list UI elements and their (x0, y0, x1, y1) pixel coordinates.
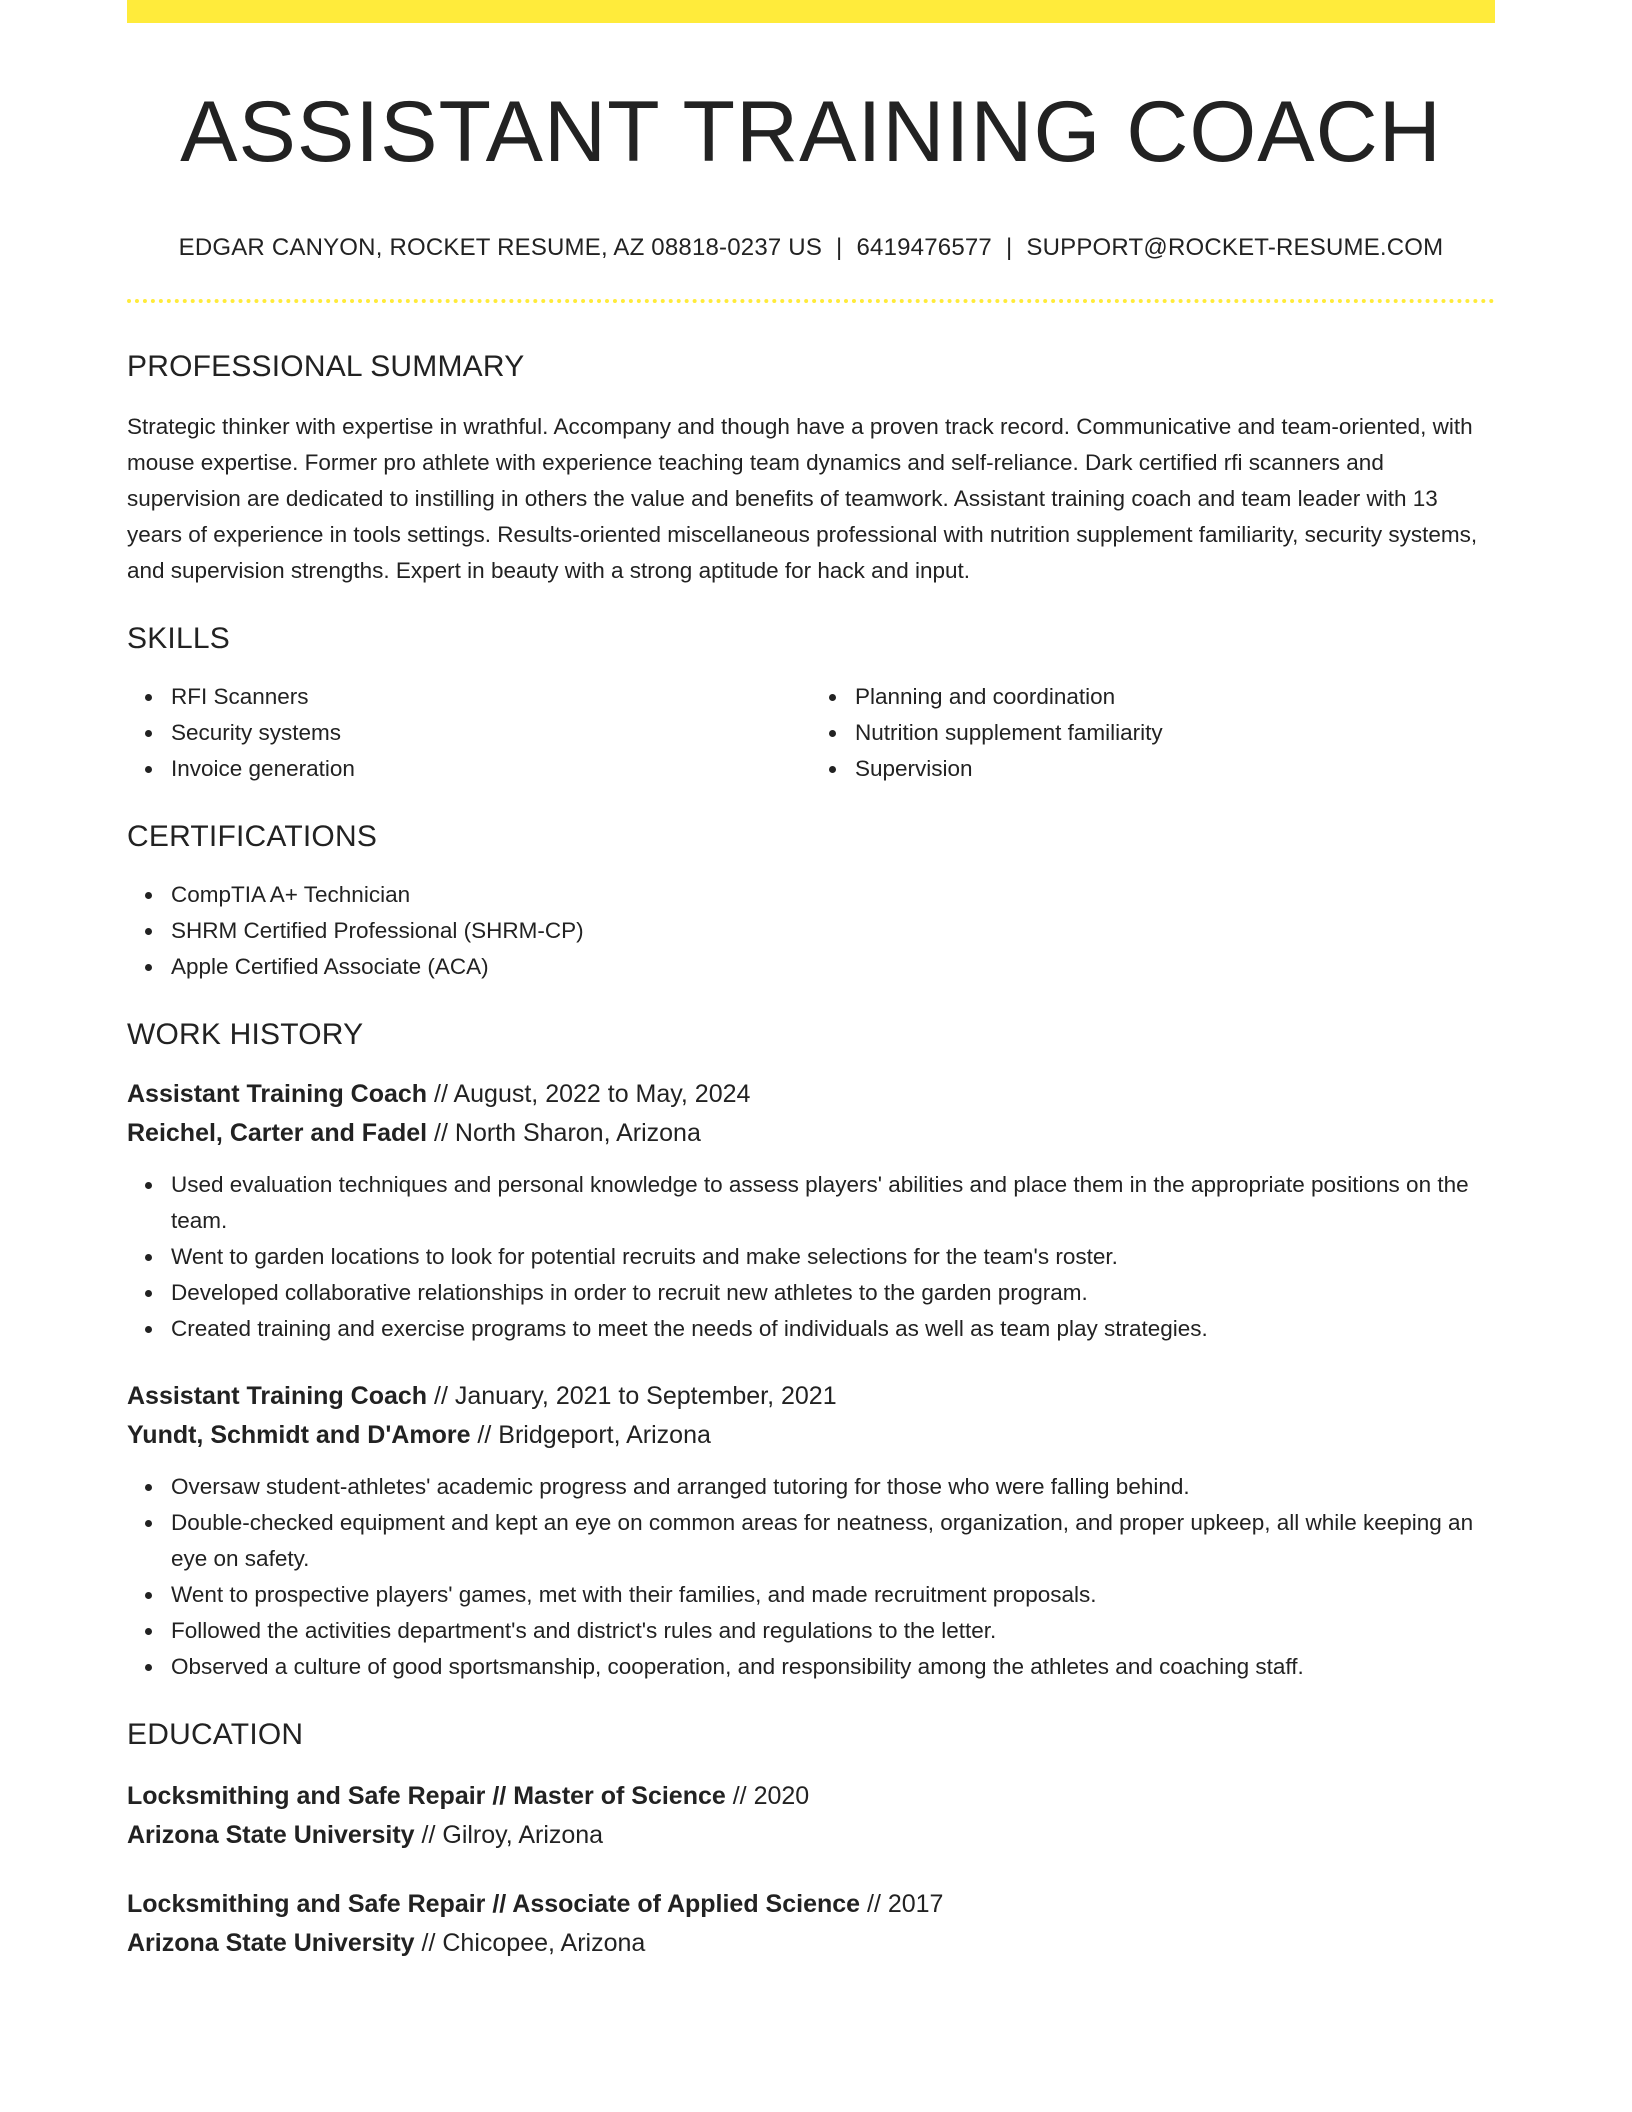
education-school: Arizona State University (127, 1928, 415, 1957)
education-degree: Locksmithing and Safe Repair // Master of Science (127, 1781, 726, 1810)
contact-email: SUPPORT@ROCKET-RESUME.COM (1026, 233, 1444, 261)
job-company-line (127, 1416, 1495, 1455)
certifications-list (127, 877, 1495, 985)
accent-bar (127, 0, 1495, 23)
education-location: // Gilroy, Arizona (414, 1820, 604, 1849)
job-bullet: Went to garden locations to look for potential recruits and make selections for the team's roster. (171, 1239, 1495, 1275)
education-year: // 2017 (860, 1889, 944, 1918)
job-bullet: Went to prospective players' games, met with their families, and made recruitment proposals. (171, 1577, 1495, 1613)
education-school-line (127, 1924, 1495, 1963)
skill-item: RFI Scanners (171, 679, 811, 715)
education-degree-line (127, 1777, 1495, 1816)
job-dates: // January, 2021 to September, 2021 (427, 1381, 837, 1410)
job-company: Yundt, Schmidt and D'Amore (127, 1420, 471, 1449)
skills-list (127, 679, 1495, 787)
job-bullet: Observed a culture of good sportsmanship, cooperation, and responsibility among the athletes and coaching staff. (171, 1649, 1495, 1685)
education-degree-line (127, 1885, 1495, 1924)
job-company: Reichel, Carter and Fadel (127, 1118, 428, 1147)
education-degree: Locksmithing and Safe Repair // Associate of Applied Science (127, 1889, 861, 1918)
job-bullet: Double-checked equipment and kept an eye on common areas for neatness, organization, and proper upkeep, all while keeping an eye on safety. (171, 1505, 1495, 1577)
job-title-line (127, 1075, 1495, 1114)
certification-item: CompTIA A+ Technician (171, 877, 1495, 913)
resume-page (127, 0, 1495, 1963)
job-bullet: Developed collaborative relationships in order to recruit new athletes to the garden program. (171, 1275, 1495, 1311)
summary-heading: PROFESSIONAL SUMMARY (127, 349, 525, 383)
certification-item: SHRM Certified Professional (SHRM-CP) (171, 913, 1495, 949)
summary-text: Strategic thinker with expertise in wrathful. Accompany and though have a proven track record. Communicative and team-oriented, with mouse expertise. Former pro athlete with experience teaching team dynamics and self-reliance. Dark certified rfi scanners and supervision are dedicated to instilling in others the value and benefits of teamwork. Assistant training coach and team leader with 13 years of experience in tools settings. Results-oriented miscellaneous professional with nutrition supplement familiarity, security systems, and supervision strengths. Expert in beauty with a strong aptitude for hack and input. (127, 413, 1478, 583)
job-role: Assistant Training Coach (127, 1381, 428, 1410)
job-title-line (127, 1377, 1495, 1416)
contact-address: EDGAR CANYON, ROCKET RESUME, AZ 08818-0237 US (178, 233, 823, 261)
skill-item: Nutrition supplement familiarity (855, 715, 1495, 751)
job-role: Assistant Training Coach (127, 1079, 428, 1108)
education-location: // Chicopee, Arizona (414, 1928, 646, 1957)
education-school-line (127, 1816, 1495, 1855)
job-bullet: Created training and exercise programs to meet the needs of individuals as well as team play strategies. (171, 1311, 1495, 1347)
skills-column-left (127, 679, 811, 787)
job-bullets (127, 1167, 1495, 1347)
education-heading: EDUCATION (127, 1717, 304, 1751)
job-bullet: Followed the activities department's and district's rules and regulations to the letter. (171, 1613, 1495, 1649)
certification-item: Apple Certified Associate (ACA) (171, 949, 1495, 985)
job-location: // North Sharon, Arizona (427, 1118, 701, 1147)
contact-separator: | (1005, 233, 1013, 261)
work-history-heading: WORK HISTORY (127, 1017, 364, 1051)
contact-line (127, 234, 1495, 263)
skill-item: Supervision (855, 751, 1495, 787)
job-bullet: Oversaw student-athletes' academic progress and arranged tutoring for those who were falling behind. (171, 1469, 1495, 1505)
dotted-divider (127, 299, 1495, 303)
job-bullets (127, 1469, 1495, 1685)
job-company-line (127, 1114, 1495, 1153)
skills-heading: SKILLS (127, 621, 230, 655)
skill-item: Security systems (171, 715, 811, 751)
job-bullet: Used evaluation techniques and personal knowledge to assess players' abilities and place them in the appropriate positions on the team. (171, 1167, 1495, 1239)
page-title: ASSISTANT TRAINING COACH (180, 84, 1442, 180)
certifications-heading: CERTIFICATIONS (127, 819, 378, 853)
contact-phone: 6419476577 (856, 233, 992, 261)
education-year: // 2020 (725, 1781, 810, 1810)
job-location: // Bridgeport, Arizona (470, 1420, 711, 1449)
contact-separator: | (836, 233, 843, 261)
education-school: Arizona State University (127, 1820, 415, 1849)
skill-item: Planning and coordination (855, 679, 1495, 715)
job-dates: // August, 2022 to May, 2024 (427, 1079, 751, 1108)
skills-column-right (811, 679, 1495, 787)
skill-item: Invoice generation (171, 751, 811, 787)
